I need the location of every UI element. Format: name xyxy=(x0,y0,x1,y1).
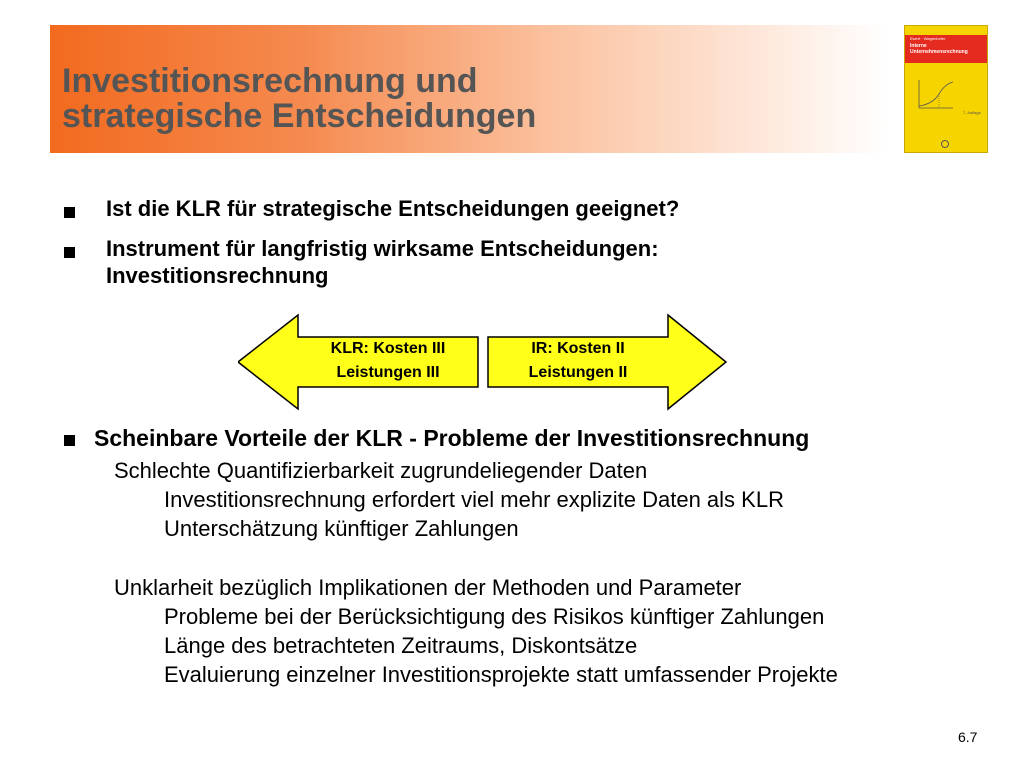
slide-title xyxy=(62,64,536,134)
book-title xyxy=(910,43,968,55)
bullet-text-1 xyxy=(106,195,679,222)
right-arrow-line-1: IR: Kosten II xyxy=(531,340,625,357)
bullet-icon xyxy=(64,207,75,218)
left-arrow-line-2: Leistungen III xyxy=(336,364,440,381)
group-2-item: Evaluierung einzelner Investitionsprojekte statt umfassender Projekte xyxy=(164,662,838,687)
left-arrow-label xyxy=(298,337,478,385)
bullet-2-line-1: Instrument für langfristig wirksame Entscheidungen: xyxy=(106,236,659,261)
book-title-line-1: Interne xyxy=(910,43,927,49)
slide-number: 6.7 xyxy=(958,729,978,745)
group-1-item: Investitionsrechnung erfordert viel mehr explizite Daten als KLR xyxy=(164,487,784,512)
group-2-item: Länge des betrachteten Zeitraums, Diskontsätze xyxy=(164,633,638,658)
group-2-heading: Unklarheit bezüglich Implikationen der Methoden und Parameter xyxy=(114,575,742,600)
group-2-item: Probleme bei der Berücksichtigung des Risikos künftiger Zahlungen xyxy=(164,604,825,629)
book-edition: 7. Auflage xyxy=(963,110,981,115)
bullet-icon xyxy=(64,435,75,446)
bullet-text-2 xyxy=(106,235,659,289)
book-title-line-2: Unternehmensrechnung xyxy=(910,49,968,55)
right-arrow-line-2: Leistungen II xyxy=(528,364,628,381)
bullet-2-line-2: Investitionsrechnung xyxy=(106,263,329,288)
section-heading: Scheinbare Vorteile der KLR - Probleme der Investitionsrechnung xyxy=(94,425,810,451)
group-1-item: Unterschätzung künftiger Zahlungen xyxy=(164,516,519,541)
left-arrow-line-1: KLR: Kosten III xyxy=(330,340,446,357)
book-graph-icon xyxy=(915,78,955,112)
bullet-icon xyxy=(64,247,75,258)
title-line-2: strategische Entscheidungen xyxy=(62,97,537,135)
title-line-1: Investitionsrechnung und xyxy=(62,62,478,100)
publisher-logo-icon xyxy=(941,140,949,148)
right-arrow-label xyxy=(488,337,668,385)
book-cover-image xyxy=(904,25,988,153)
group-1-heading: Schlechte Quantifizierbarkeit zugrundeliegender Daten xyxy=(114,458,648,483)
bullet-1-line-1: Ist die KLR für strategische Entscheidungen geeignet? xyxy=(106,196,680,221)
book-authors: Ewert · Wagenhofer xyxy=(910,36,946,41)
